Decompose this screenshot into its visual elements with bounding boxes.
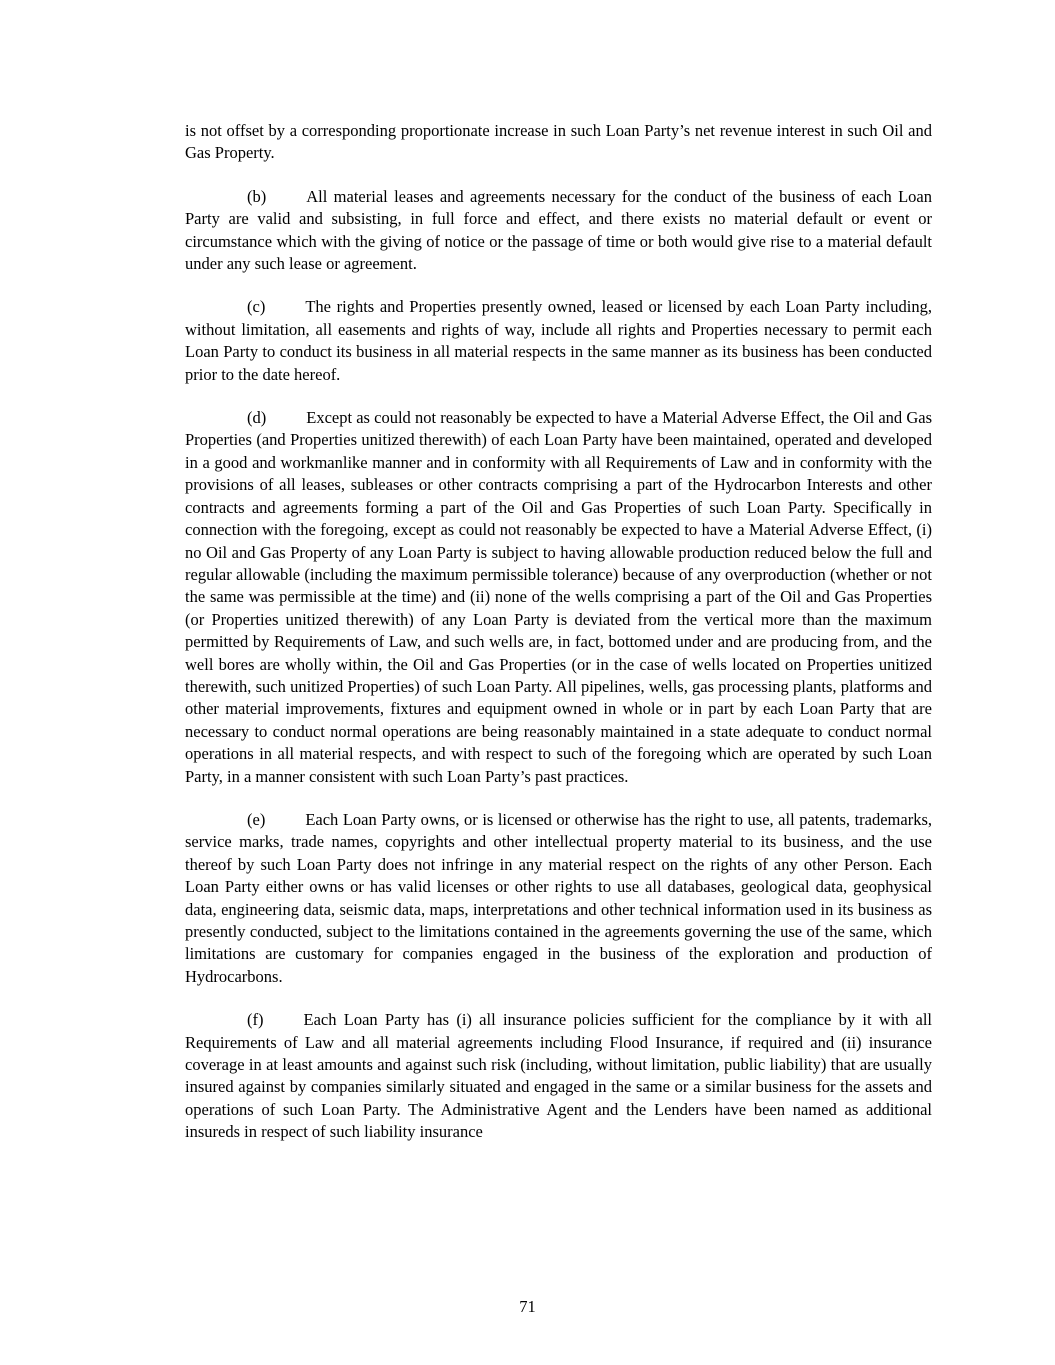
paragraph-text: Except as could not reasonably be expected to have a Material Adverse Effect, the Oil and Gas Properties (and Properties unitized therewith) of each Loan Party have been maintained, operated and developed in a good and workmanlike manner and in conformity with all Requirements of Law and in conformity with the provisions of all leases, subleases or other contracts comprising a part of the Hydrocarbon Interests and other contracts and agreements forming a part of the Oil and Gas Properties of such Loan Party. Specifically in connection with the foregoing, except as could not reasonably be expected to have a Material Adverse Effect, (i) no Oil and Gas Property of any Loan Party is subject to having allowable production reduced below the full and regular allowable (including the maximum permissible tolerance) because of any overproduction (whether or not the same was permissible at the time) and (ii) none of the wells comprising a part of the Oil and Gas Properties (or Properties unitized therewith) of any Loan Party is deviated from the vertical more than the maximum permitted by Requirements of Law, and such wells are, in fact, bottomed under and are producing from, and the well bores are wholly within, the Oil and Gas Properties (or in the case of wells located on Properties unitized therewith, such unitized Properties) of such Loan Party. All pipelines, wells, gas processing plants, platforms and other material improvements, fixtures and equipment owned in whole or in part by each Loan Party that are necessary to conduct normal operations are being reasonably maintained in a state adequate to conduct normal operations in all material respects, and with respect to such of the foregoing which are operated by such Loan Party, in a manner consistent with such Loan Party’s past practices.	[185, 408, 932, 786]
paragraph-e	[185, 809, 932, 988]
paragraph-text: Each Loan Party owns, or is licensed or otherwise has the right to use, all patents, trademarks, service marks, trade names, copyrights and other intellectual property material to its business, and the use thereof by such Loan Party does not infringe in any material respect on the rights of any other Person. Each Loan Party either owns or has valid licenses or other rights to use all databases, geological data, geophysical data, engineering data, seismic data, maps, interpretations and other technical information used in its business as presently conducted, subject to the limitations contained in the agreements governing the use of the same, which limitations are customary for companies engaged in the business of the exploration and production of Hydrocarbons.	[185, 809, 932, 986]
paragraph-text: is not offset by a corresponding proportionate increase in such Loan Party’s net revenue interest in such Oil and Gas Property.	[185, 121, 932, 163]
paragraph-marker: (c)	[247, 297, 266, 317]
paragraph-f	[185, 1009, 932, 1143]
paragraph-text: All material leases and agreements necessary for the conduct of the business of each Loan Party are valid and subsisting, in full force and effect, and there exists no material default or event or circumstance which with the giving of notice or the passage of time or both would give rise to a material default under any such lease or agreement.	[185, 186, 932, 274]
paragraph-marker: (f)	[247, 1010, 264, 1030]
paragraph-marker: (b)	[247, 186, 267, 206]
paragraph-text: Each Loan Party has (i) all insurance policies sufficient for the compliance by it with all Requirements of Law and all material agreements including Flood Insurance, if required and (ii) insurance coverage in at least amounts and against such risk (including, without limitation, public liability) that are usually insured against by companies similarly situated and engaged in the same or a similar business for the assets and operations of such Loan Party. The Administrative Agent and the Lenders have been named as additional insureds in respect of such liability insurance	[185, 1010, 932, 1142]
paragraph-text: The rights and Properties presently owned, leased or licensed by each Loan Party including, without limitation, all easements and rights of way, include all rights and Properties necessary to permit each Loan Party to conduct its business in all material respects in the same manner as its business has been conducted prior to the date hereof.	[185, 297, 932, 384]
paragraph-c	[185, 296, 932, 386]
paragraph-d	[185, 407, 932, 788]
paragraph-b	[185, 186, 932, 276]
paragraph-marker: (e)	[247, 809, 266, 829]
page-number: 71	[519, 1297, 536, 1316]
paragraph-continuation	[185, 120, 932, 165]
document-body	[185, 120, 932, 1165]
paragraph-marker: (d)	[247, 408, 267, 428]
